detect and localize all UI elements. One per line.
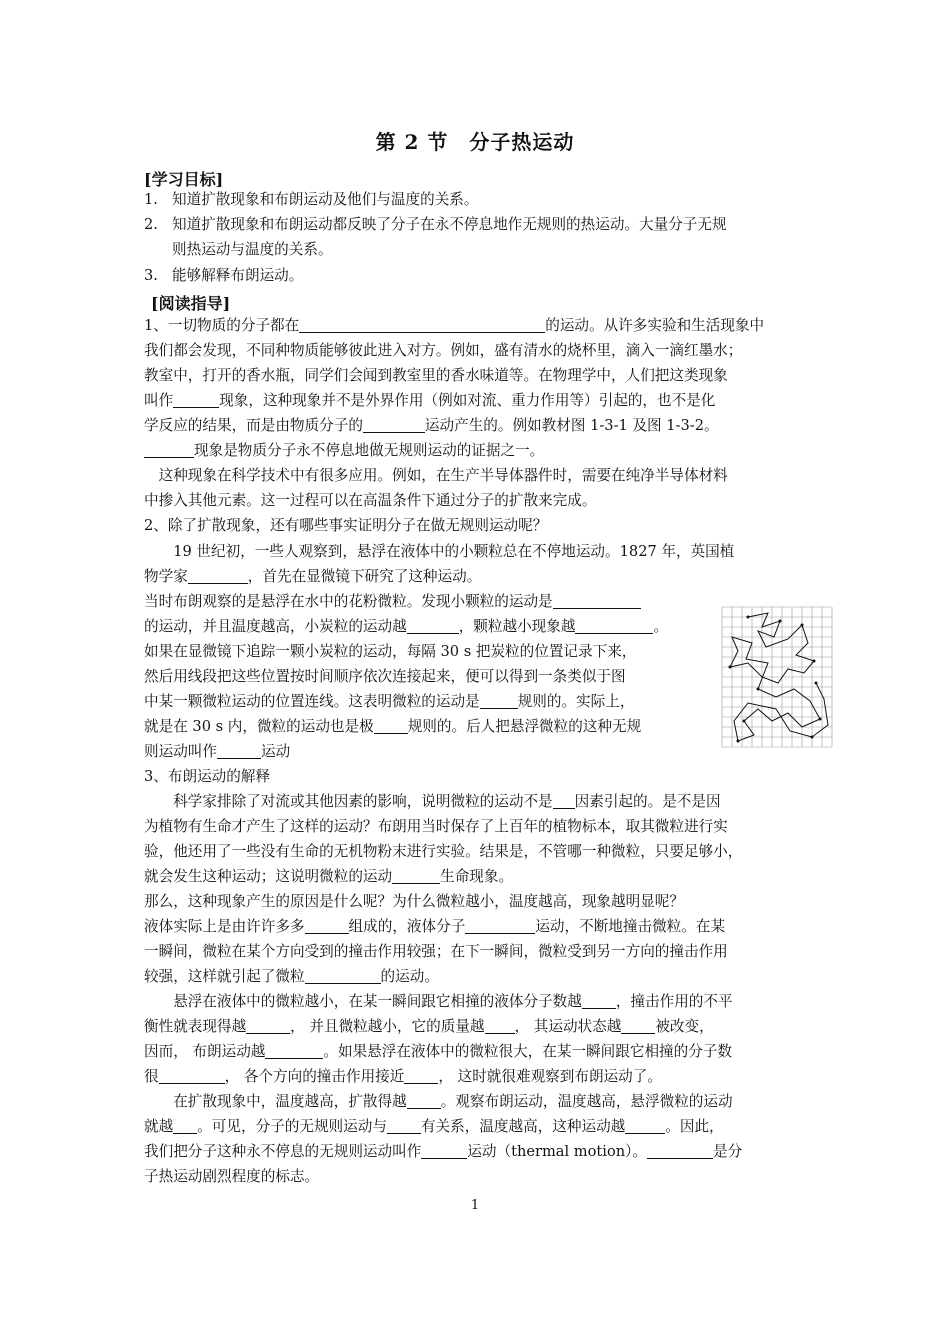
paragraph-line: 当时布朗观察的是悬浮在水中的花粉微粒。发现小颗粒的运动是 xyxy=(144,590,641,615)
paragraph-line: 那么，这种现象产生的原因是什么呢？为什么微粒越小，温度越高，现象越明显呢？ xyxy=(144,893,684,910)
blank-field[interactable] xyxy=(265,1041,323,1059)
objective-text: 知道扩散现象和布朗运动及他们与温度的关系。 xyxy=(172,191,479,208)
objective-number: 1. xyxy=(144,191,158,208)
paragraph-line: 则运动叫作 运动 xyxy=(144,743,291,760)
page-number: 1 xyxy=(470,1198,480,1213)
blank-field[interactable] xyxy=(575,616,653,634)
objective-text: 知道扩散现象和布朗运动都反映了分子在永不停息地作无规则的热运动。大量分子无规 xyxy=(172,216,727,233)
paragraph-line: 物学家 ，首先在显微镜下研究了这种运动。 xyxy=(144,568,482,585)
paragraph-line: 很 ， 各个方向的撞击作用接近 ， 这时就很难观察到布朗运动了。 xyxy=(144,1068,662,1085)
brownian-motion-figure xyxy=(718,603,836,751)
paragraph-line: 学反应的结果，而是由物质分子的 运动产生的。例如教材图 1-3-1 及图 1-3-2。 xyxy=(144,417,719,434)
paragraph-line: 中掺入其他元素。这一过程可以在高温条件下通过分子的扩散来完成。 xyxy=(144,492,597,509)
paragraph-line: 19 世纪初，一些人观察到，悬浮在液体中的小颗粒总在不停地运动。1827 年，英国植 xyxy=(144,543,735,560)
paragraph-line: 验，他还用了一些没有生命的无机物粉末进行实验。结果是，不管哪一种微粒，只要足够小， xyxy=(144,843,743,860)
blank-field[interactable] xyxy=(485,1016,515,1034)
objective-2 xyxy=(144,213,727,238)
paragraph-line: 3、布朗运动的解释 xyxy=(144,768,271,785)
blank-field[interactable] xyxy=(407,616,459,634)
blank-field[interactable] xyxy=(404,1066,438,1084)
paragraph-line: 叫作 现象，这种现象并不是外界作用（例如对流、重力作用等）引起的，也不是化 xyxy=(144,392,716,409)
blank-field[interactable] xyxy=(217,741,261,759)
objective-number: 2. xyxy=(144,216,158,233)
blank-field[interactable] xyxy=(421,1141,467,1159)
blank-field[interactable] xyxy=(144,440,194,458)
paragraph-line: 就是在 30 s 内，微粒的运动也是极 规则的。后人把悬浮微粒的这种无规 xyxy=(144,718,642,735)
paragraph-line: 衡性就表现得越 ， 并且微粒越小，它的质量越 ， 其运动状态越 被改变， xyxy=(144,1018,714,1035)
blank-field[interactable] xyxy=(407,1091,441,1109)
blank-field[interactable] xyxy=(159,1066,225,1084)
paragraph-line: 然后用线段把这些位置按时间顺序依次连接起来，便可以得到一条类似于图 xyxy=(144,668,626,685)
blank-field[interactable] xyxy=(374,716,408,734)
objective-1 xyxy=(144,188,478,213)
blank-field[interactable] xyxy=(173,1116,197,1134)
paragraph-line: 悬浮在液体中的微粒越小，在某一瞬间跟它相撞的液体分子数越 ，撞击作用的不平 xyxy=(144,993,733,1010)
blank-field[interactable] xyxy=(188,566,248,584)
page-title: 第 2 节 分子热运动 xyxy=(375,130,575,154)
paragraph-line: 一瞬间，微粒在某个方向受到的撞击作用较强；在下一瞬间，微粒受到另一方向的撞击作用 xyxy=(144,943,728,960)
paragraph-line: 的运动，并且温度越高，小炭粒的运动越 ，颗粒越小现象越 。 xyxy=(144,618,669,635)
objectives-heading: [学习目标] xyxy=(144,170,224,189)
paragraph-line: 就会发生这种运动；这说明微粒的运动 生命现象。 xyxy=(144,868,514,885)
reading-heading: [阅读指导] xyxy=(151,294,231,313)
objective-number: 3. xyxy=(144,267,158,284)
blank-field[interactable] xyxy=(246,1016,290,1034)
paragraph-line: 现象是物质分子永不停息地做无规则运动的证据之一。 xyxy=(144,439,544,464)
paragraph-line: 科学家排除了对流或其他因素的影响，说明微粒的运动不是 因素引起的。是不是因 xyxy=(144,793,721,810)
paragraph-line: 如果在显微镜下追踪一颗小炭粒的运动，每隔 30 s 把炭粒的位置记录下来， xyxy=(144,643,637,660)
paragraph-line: 1、一切物质的分子都在 的运动。从许多实验和生活现象中 xyxy=(144,317,765,334)
blank-field[interactable] xyxy=(173,390,219,408)
paragraph-line: 液体实际上是由许许多多 组成的，液体分子 运动，不断地撞击微粒。在某 xyxy=(144,918,726,935)
paragraph-line: 较强，这样就引起了微粒 的运动。 xyxy=(144,968,439,985)
objective-3 xyxy=(144,264,303,289)
paragraph-line: 因而， 布朗运动越 。如果悬浮在液体中的微粒很大，在某一瞬间跟它相撞的分子数 xyxy=(144,1043,733,1060)
paragraph-line: 在扩散现象中，温度越高，扩散得越 。观察布朗运动，温度越高，悬浮微粒的运动 xyxy=(144,1093,733,1110)
blank-field[interactable] xyxy=(465,916,535,934)
paragraph-line: 就越 。可见，分子的无规则运动与 有关系，温度越高，这种运动越 。因此， xyxy=(144,1118,724,1135)
blank-field[interactable] xyxy=(305,966,381,984)
paragraph-line: 2、除了扩散现象，还有哪些事实证明分子在做无规则运动呢？ xyxy=(144,517,548,534)
blank-field[interactable] xyxy=(305,916,349,934)
blank-field[interactable] xyxy=(621,1016,655,1034)
paragraph-line: 我们都会发现，不同种物质能够彼此进入对方。例如，盛有清水的烧杯里，滴入一滴红墨水； xyxy=(144,342,743,359)
paragraph-line: 中某一颗微粒运动的位置连线。这表明微粒的运动是 规则的。实际上， xyxy=(144,693,635,710)
blank-field[interactable] xyxy=(553,591,641,609)
blank-field[interactable] xyxy=(480,691,518,709)
blank-field[interactable] xyxy=(625,1116,665,1134)
blank-field[interactable] xyxy=(647,1141,713,1159)
blank-field[interactable] xyxy=(299,315,545,333)
blank-field[interactable] xyxy=(387,1116,421,1134)
objective-text: 能够解释布朗运动。 xyxy=(172,267,304,284)
blank-field[interactable] xyxy=(392,866,440,884)
paragraph-line: 子热运动剧烈程度的标志。 xyxy=(144,1168,320,1185)
objective-2-continuation: 则热运动与温度的关系。 xyxy=(172,241,333,258)
blank-field[interactable] xyxy=(553,791,575,809)
paragraph-line: 我们把分子这种永不停息的无规则运动叫作 运动（thermal motion）。 是分 xyxy=(144,1143,743,1160)
paragraph-line: 这种现象在科学技术中有很多应用。例如，在生产半导体器件时，需要在纯净半导体材料 xyxy=(144,467,728,484)
blank-field[interactable] xyxy=(363,415,425,433)
paragraph-line: 教室中，打开的香水瓶，同学们会闻到教室里的香水味道等。在物理学中，人们把这类现象 xyxy=(144,367,728,384)
blank-field[interactable] xyxy=(582,991,616,1009)
paragraph-line: 为植物有生命才产生了这样的运动？布朗用当时保存了上百年的植物标本，取其微粒进行实 xyxy=(144,818,728,835)
